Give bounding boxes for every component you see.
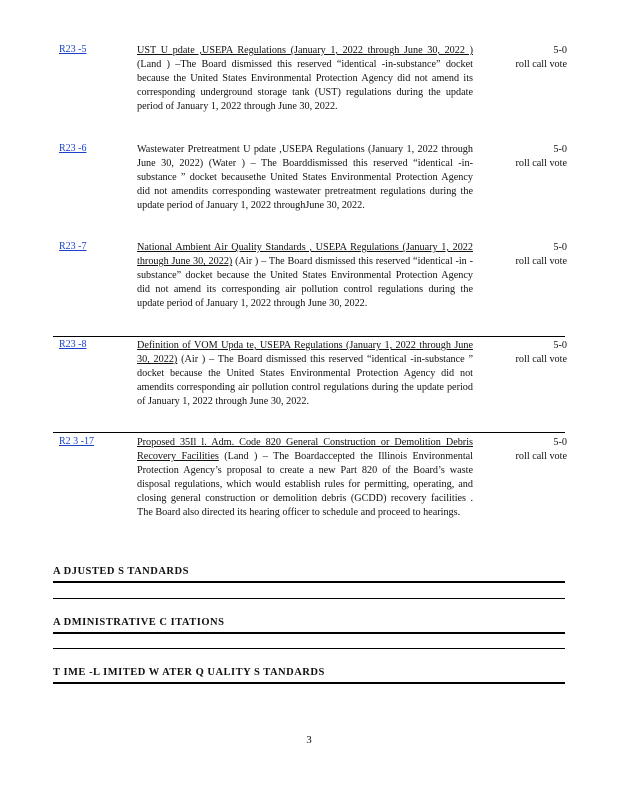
entry-body: (Air ) – The Board dismissed this reserved “identical -in-substance ” docket because the United States Environmental Protection Agency did not amendits corresponding air pollution control regulations during the update period of January 1, 2022 through June 30, 2022. xyxy=(137,354,473,408)
entry-body: (Land ) – The Boardaccepted the Illinois Environmental Protection Agency’s proposal to create a new Part 820 of the Board’s waste disposal regulations, which would establish rules for permitting, operating, and closing general construction or demolition debris (GCDD) recovery facilities . The Board also directed its hearing officer to schedule and proceed to hearings. xyxy=(137,451,474,519)
docket-link[interactable]: R23 -5 xyxy=(59,44,87,55)
docket-link[interactable]: R23 -7 xyxy=(59,241,87,252)
section-rule xyxy=(53,598,565,599)
entry-body: Wastewater Pretreatment U pdate ,USEPA Regulations (January 1, 2022 through June 30, 2022) (Water ) – The Boarddismissed this reserved “identical -in-substance ” docket becausethe United States Environmental Protection Agency did not amendits corresponding wastewater pretreatment regulations during the update period of January 1, 2022 throughJune 30, 2022. xyxy=(137,144,473,212)
section-rule xyxy=(53,682,565,684)
vote-result xyxy=(477,44,567,72)
vote-result xyxy=(477,241,567,269)
vote-result xyxy=(477,143,567,171)
entry-title: Definition of VOM Upda te, USEPA Regulations (January 1, 2022 through June 30, 2022) xyxy=(137,340,473,366)
entry-title: UST U pdate ,USEPA Regulations (January 1, 2022 through June 30, 2022 ) xyxy=(137,45,473,56)
vote-result xyxy=(477,339,567,367)
vote-count: 5-0 xyxy=(553,242,567,253)
entry-description xyxy=(137,44,473,114)
vote-count: 5-0 xyxy=(553,45,567,56)
section-heading-time-limited-water-quality-standards: T IME -L IMITED W ATER Q UALITY S TANDARDS xyxy=(53,667,325,678)
section-heading-adjusted-standards: A DJUSTED S TANDARDS xyxy=(53,566,189,577)
docket-link[interactable]: R23 -8 xyxy=(59,339,87,350)
entry-body: (Air ) – The Board dismissed this reserved “identical -in -substance” docket because the United States Environmental Protection Agency did not amend its corresponding air pollution control regulations during the update period of January 1, 2022 through June 30, 2022. xyxy=(137,256,473,310)
vote-count: 5-0 xyxy=(553,144,567,155)
entry-separator xyxy=(53,336,565,337)
entry-description xyxy=(137,143,473,213)
vote-result xyxy=(477,436,567,464)
section-rule xyxy=(53,632,565,634)
section-heading-administrative-citations: A DMINISTRATIVE C ITATIONS xyxy=(53,617,225,628)
entry-separator xyxy=(53,432,565,433)
docket-link[interactable]: R23 -6 xyxy=(59,143,87,154)
entry-description xyxy=(137,339,473,409)
vote-label: roll call vote xyxy=(515,59,567,71)
docket-link[interactable]: R2 3 -17 xyxy=(59,436,94,447)
vote-label: roll call vote xyxy=(515,158,567,170)
entry-body: (Land ) –The Board dismissed this reserved “identical -in-substance” docket because the United States Environmental Protection Agency did not amend its corresponding underground storage tank (UST) regulations during the update period of January 1, 2022 through June 30, 2022. xyxy=(137,59,473,113)
entry-description xyxy=(137,241,473,311)
vote-count: 5-0 xyxy=(553,340,567,351)
page-number: 3 xyxy=(306,734,312,746)
section-rule xyxy=(53,648,565,649)
entry-title: Proposed 35Il l. Adm. Code 820 General Construction or Demolition Debris Recovery Facilities xyxy=(137,437,473,463)
entry-description xyxy=(137,436,473,521)
section-rule xyxy=(53,581,565,583)
entry-title: National Ambient Air Quality Standards , USEPA Regulations (January 1, 2022 through June 30, 2022) xyxy=(137,242,473,268)
vote-label: roll call vote xyxy=(515,451,567,463)
vote-label: roll call vote xyxy=(515,256,567,268)
vote-label: roll call vote xyxy=(515,354,567,366)
vote-count: 5-0 xyxy=(553,437,567,448)
